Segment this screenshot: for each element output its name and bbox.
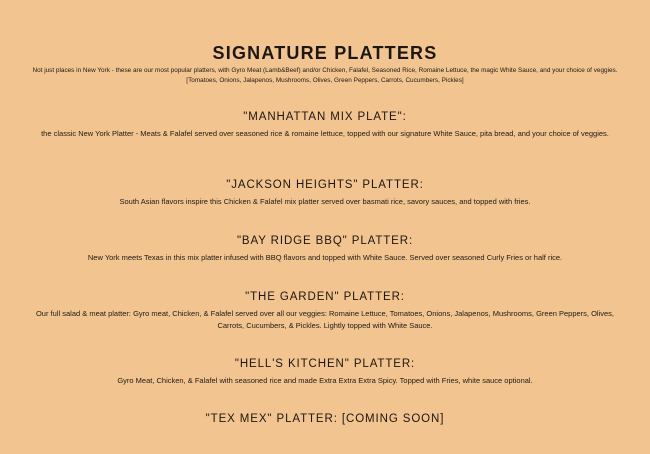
platter-description-manhattan-mix-plate: the classic New York Platter - Meats & Falafel served over seasoned rice & romaine lettuce, topped with our signature White Sauce, pita bread, and your choice of veggies. [41, 129, 609, 138]
platter-description-hells-kitchen: Gyro Meat, Chicken, & Falafel with seasoned rice and made Extra Extra Extra Spicy. Topped with Fries, white sauce optional. [117, 376, 533, 385]
platter-description-jackson-heights: South Asian flavors inspire this Chicken & Falafel mix platter served over basmati rice, savory sauces, and topped with fries. [119, 197, 531, 206]
platter-description-bay-ridge-bbq: New York meets Texas in this mix platter infused with BBQ flavors and topped with White Sauce. Served over seasoned Curly Fries or half rice. [87, 253, 563, 262]
page-intro: Not just places in New York - these are our most popular platters, with Gyro Meat (Lamb&Beef) and/or Chicken, Falafel, Seasoned Rice, Romaine Lettuce, the magic White Sauce, and your choice of veggies. [Tomatoes, Onions, Jalapenos, Mushrooms, Olives, Green Peppers, Carrots, Cucumbers, Pickles] [32, 67, 618, 84]
platter-description-the-garden: Our full salad & meat platter: Gyro meat, Chicken, & Falafel served over all our veggies: Romaine Lettuce, Tomatoes, Onions, Jalapenos, Mushrooms, Green Peppers, Olives, Carrots, Cucumbers, & Pickles. Lightly topped with White Sauce. [35, 309, 615, 330]
platter-title-tex-mex: "TEX MEX" PLATTER: [COMING SOON] [205, 413, 445, 425]
platter-title-hells-kitchen: "HELL'S KITCHEN" PLATTER: [234, 358, 416, 370]
platter-title-bay-ridge-bbq: "BAY RIDGE BBQ" PLATTER: [236, 235, 414, 247]
platter-title-jackson-heights: "JACKSON HEIGHTS" PLATTER: [226, 179, 424, 191]
page-title: SIGNATURE PLATTERS [212, 43, 438, 63]
platter-title-manhattan-mix-plate: "MANHATTAN MIX PLATE": [243, 111, 407, 123]
platter-title-the-garden: "THE GARDEN" PLATTER: [245, 291, 405, 303]
